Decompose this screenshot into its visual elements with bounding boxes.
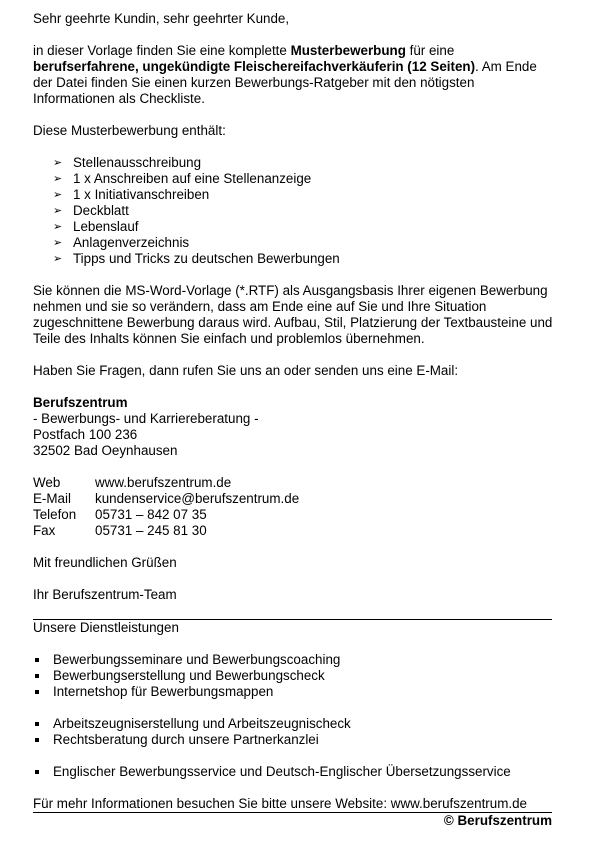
contact-table xyxy=(33,475,299,539)
arrow-bullet-icon: ➢ xyxy=(53,221,63,233)
copyright: © Berufszentrum xyxy=(443,813,552,828)
square-bullet-icon xyxy=(35,722,39,726)
phone-number: 05731 – 842 07 35 xyxy=(95,507,207,522)
list-item: Internetshop für Bewerbungsmappen xyxy=(33,684,553,700)
square-bullet-icon xyxy=(35,658,39,662)
postbox: Postfach 100 236 xyxy=(33,427,138,442)
square-bullet-icon xyxy=(35,738,39,742)
list-item: ➢ Stellenausschreibung xyxy=(53,155,202,170)
signature: Ihr Berufszentrum-Team xyxy=(33,587,177,602)
city: 32502 Bad Oeynhausen xyxy=(33,443,178,458)
square-bullet-icon xyxy=(35,690,39,694)
contents-heading: Diese Musterbewerbung enthält: xyxy=(33,123,226,138)
email-link[interactable]: kundenservice@berufszentrum.de xyxy=(95,491,300,506)
arrow-bullet-icon: ➢ xyxy=(53,237,63,249)
intro-bold-job: berufserfahrene, ungekündigte Fleischereifachverkäuferin (12 Seiten) xyxy=(33,59,476,74)
document-page xyxy=(33,11,553,829)
arrow-bullet-icon: ➢ xyxy=(53,189,63,201)
table-row: Fax 05731 – 245 81 30 xyxy=(33,523,299,539)
fax-number: 05731 – 245 81 30 xyxy=(95,523,207,538)
list-item: ➢ 1 x Anschreiben auf eine Stellenanzeige xyxy=(53,171,312,186)
table-row: Web www.berufszentrum.de xyxy=(33,475,299,491)
list-item: ➢ Anlagenverzeichnis xyxy=(53,235,190,250)
list-item: Arbeitszeugniserstellung und Arbeitszeugnischeck xyxy=(33,716,553,732)
usage-paragraph: Sie können die MS-Word-Vorlage (*.RTF) als Ausgangsbasis Ihrer eigenen Bewerbung nehmen und sie so verändern, dass am Ende eine auf Sie und Ihre Situation zugeschnittene Bewerbung daraus wird. Aufbau, Stil, Platzierung der Textbausteine und Teile des Inhalts können Sie einfach und problemlos übernehmen. xyxy=(33,283,553,346)
square-bullet-icon xyxy=(35,674,39,678)
questions-paragraph: Haben Sie Fragen, dann rufen Sie uns an oder senden uns eine E-Mail: xyxy=(33,363,459,378)
list-item: Rechtsberatung durch unsere Partnerkanzlei xyxy=(33,732,553,748)
table-row: Telefon 05731 – 842 07 35 xyxy=(33,507,299,523)
list-item: ➢ Deckblatt xyxy=(53,203,129,218)
services-list-3 xyxy=(33,764,553,780)
salutation: Sehr geehrte Kundin, sehr geehrter Kunde, xyxy=(33,11,290,26)
square-bullet-icon xyxy=(35,770,39,774)
more-info: Für mehr Informationen besuchen Sie bitte unsere Website: www.berufszentrum.de xyxy=(33,796,552,813)
contents-list xyxy=(33,155,553,267)
intro-paragraph xyxy=(33,43,553,107)
intro-bold-musterbewerbung: Musterbewerbung xyxy=(290,43,406,58)
arrow-bullet-icon: ➢ xyxy=(53,205,63,217)
arrow-bullet-icon: ➢ xyxy=(53,173,63,185)
table-row: E-Mail kundenservice@berufszentrum.de xyxy=(33,491,300,506)
services-list-1 xyxy=(33,652,553,700)
website-link[interactable]: www.berufszentrum.de xyxy=(95,475,232,490)
company-tagline: - Bewerbungs- und Karriereberatung - xyxy=(33,411,259,426)
list-item: Bewerbungserstellung und Bewerbungscheck xyxy=(33,668,553,684)
list-item: Englischer Bewerbungsservice und Deutsch-Englischer Übersetzungsservice xyxy=(33,764,553,780)
list-item: ➢ Lebenslauf xyxy=(53,219,139,234)
address-block xyxy=(33,395,553,459)
intro-text-3: . Am Ende der Datei finden Sie einen kurzen Bewerbungs-Ratgeber mit den nötigsten Informationen als Checkliste. xyxy=(33,59,537,106)
company-name: Berufszentrum xyxy=(33,395,128,410)
arrow-bullet-icon: ➢ xyxy=(53,253,63,265)
arrow-bullet-icon: ➢ xyxy=(53,157,63,169)
list-item: ➢ 1 x Initiativanschreiben xyxy=(53,187,210,202)
services-list-2 xyxy=(33,716,553,748)
closing: Mit freundlichen Grüßen xyxy=(33,555,177,570)
intro-text-2: für eine xyxy=(405,43,455,58)
intro-text-1: in dieser Vorlage finden Sie eine komplette xyxy=(33,43,291,58)
list-item: Bewerbungsseminare und Bewerbungscoaching xyxy=(33,652,553,668)
services-heading: Unsere Dienstleistungen xyxy=(33,620,179,635)
list-item: ➢ Tipps und Tricks zu deutschen Bewerbungen xyxy=(53,251,340,266)
